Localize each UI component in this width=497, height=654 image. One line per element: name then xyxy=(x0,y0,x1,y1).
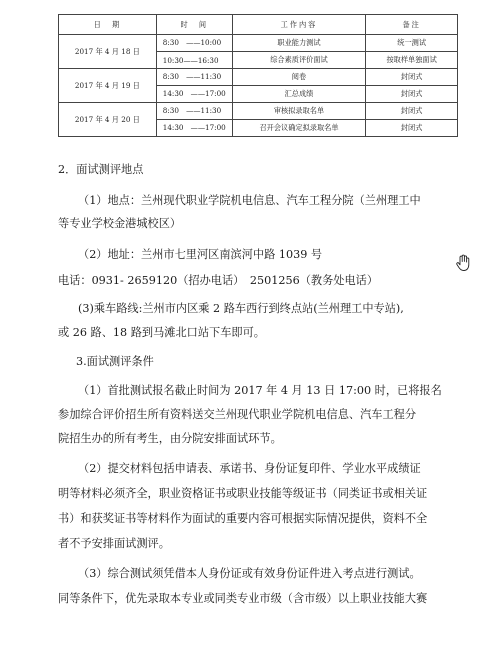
task-cell: 职业能力测试 xyxy=(232,35,366,52)
date-cell: 2017 年 4 月 19 日 xyxy=(59,69,157,103)
table-row xyxy=(59,69,458,86)
time-cell: 14:30 ——17:00 xyxy=(156,86,232,103)
time-cell: 8:30 ——11:30 xyxy=(156,103,232,120)
paragraph-bus-line1: (3)乘车路线:兰州市内区乘 2 路车西行到终点站(兰州理工中专站), xyxy=(78,302,404,315)
table-header-row xyxy=(59,15,458,35)
paragraph-materials-line3: 书）和获奖证书等材料作为面试的重要内容可根据实际情况提供，资料不全 xyxy=(58,512,428,525)
section-2-heading: 2．面试测评地点 xyxy=(58,163,144,176)
note-cell: 统一测试 xyxy=(366,35,458,52)
time-cell: 10:30——16:30 xyxy=(156,52,232,69)
date-cell: 2017 年 4 月 18 日 xyxy=(59,35,157,69)
paragraph-location-line2: 等专业学校金港城校区） xyxy=(58,217,182,230)
section-3-heading: 3.面试测评条件 xyxy=(76,355,154,368)
header-date: 日 期 xyxy=(59,15,157,35)
paragraph-materials-line2: 明等材料必须齐全，职业资格证书或职业技能等级证书（同类证书或相关证 xyxy=(58,487,428,500)
paragraph-address: （2）地址：兰州市七里河区南滨河中路 1039 号 xyxy=(78,248,323,261)
task-cell: 阅卷 xyxy=(232,69,366,86)
note-cell: 封闭式 xyxy=(366,103,458,120)
header-note: 备注 xyxy=(366,15,458,35)
task-cell: 审核拟录取名单 xyxy=(232,103,366,120)
paragraph-bus-line2: 或 26 路、18 路到马滩北口站下车即可。 xyxy=(58,326,265,339)
paragraph-deadline-line2: 参加综合评价招生所有资料送交兰州现代职业学院机电信息、汽车工程分 xyxy=(58,408,417,421)
hand-cursor-icon xyxy=(454,254,472,272)
table-row xyxy=(59,35,458,52)
header-task: 工作内容 xyxy=(232,15,366,35)
note-cell: 封闭式 xyxy=(366,120,458,137)
date-cell: 2017 年 4 月 20 日 xyxy=(59,103,157,137)
header-time: 时 间 xyxy=(156,15,232,35)
paragraph-id-line1: （3）综合测试须凭借本人身份证或有效身份证件进入考点进行测试。 xyxy=(78,567,421,580)
paragraph-id-line2: 同等条件下，优先录取本专业或同类专业市级（含市级）以上职业技能大赛 xyxy=(58,592,428,605)
note-cell: 封闭式 xyxy=(366,86,458,103)
paragraph-phone: 电话：0931- 2659120（招办电话） 2501256（教务处电话） xyxy=(58,274,379,287)
note-cell: 封闭式 xyxy=(366,69,458,86)
task-cell: 综合素质评价面试 xyxy=(232,52,366,69)
paragraph-location-line1: （1）地点：兰州现代职业学院机电信息、汽车工程分院（兰州理工中 xyxy=(78,194,421,207)
paragraph-deadline-line3: 院招生办的所有考生，由分院安排面试环节。 xyxy=(58,432,282,445)
note-cell: 按取样单独面试 xyxy=(366,52,458,69)
table-row xyxy=(59,103,458,120)
task-cell: 汇总成绩 xyxy=(232,86,366,103)
time-cell: 8:30 ——10:00 xyxy=(156,35,232,52)
paragraph-deadline-line1: （1）首批测试报名截止时间为 2017 年 4 月 13 日 17:00 时，已将报名 xyxy=(78,384,442,397)
time-cell: 14:30 ——17:00 xyxy=(156,120,232,137)
paragraph-materials-line1: （2）提交材料包括申请表、承诺书、身份证复印件、学业水平成绩证 xyxy=(78,462,421,475)
schedule-table xyxy=(58,14,458,137)
task-cell: 召开会议确定拟录取名单 xyxy=(232,120,366,137)
paragraph-materials-line4: 者不予安排面试测评。 xyxy=(58,537,170,550)
time-cell: 8:30 ——11:30 xyxy=(156,69,232,86)
